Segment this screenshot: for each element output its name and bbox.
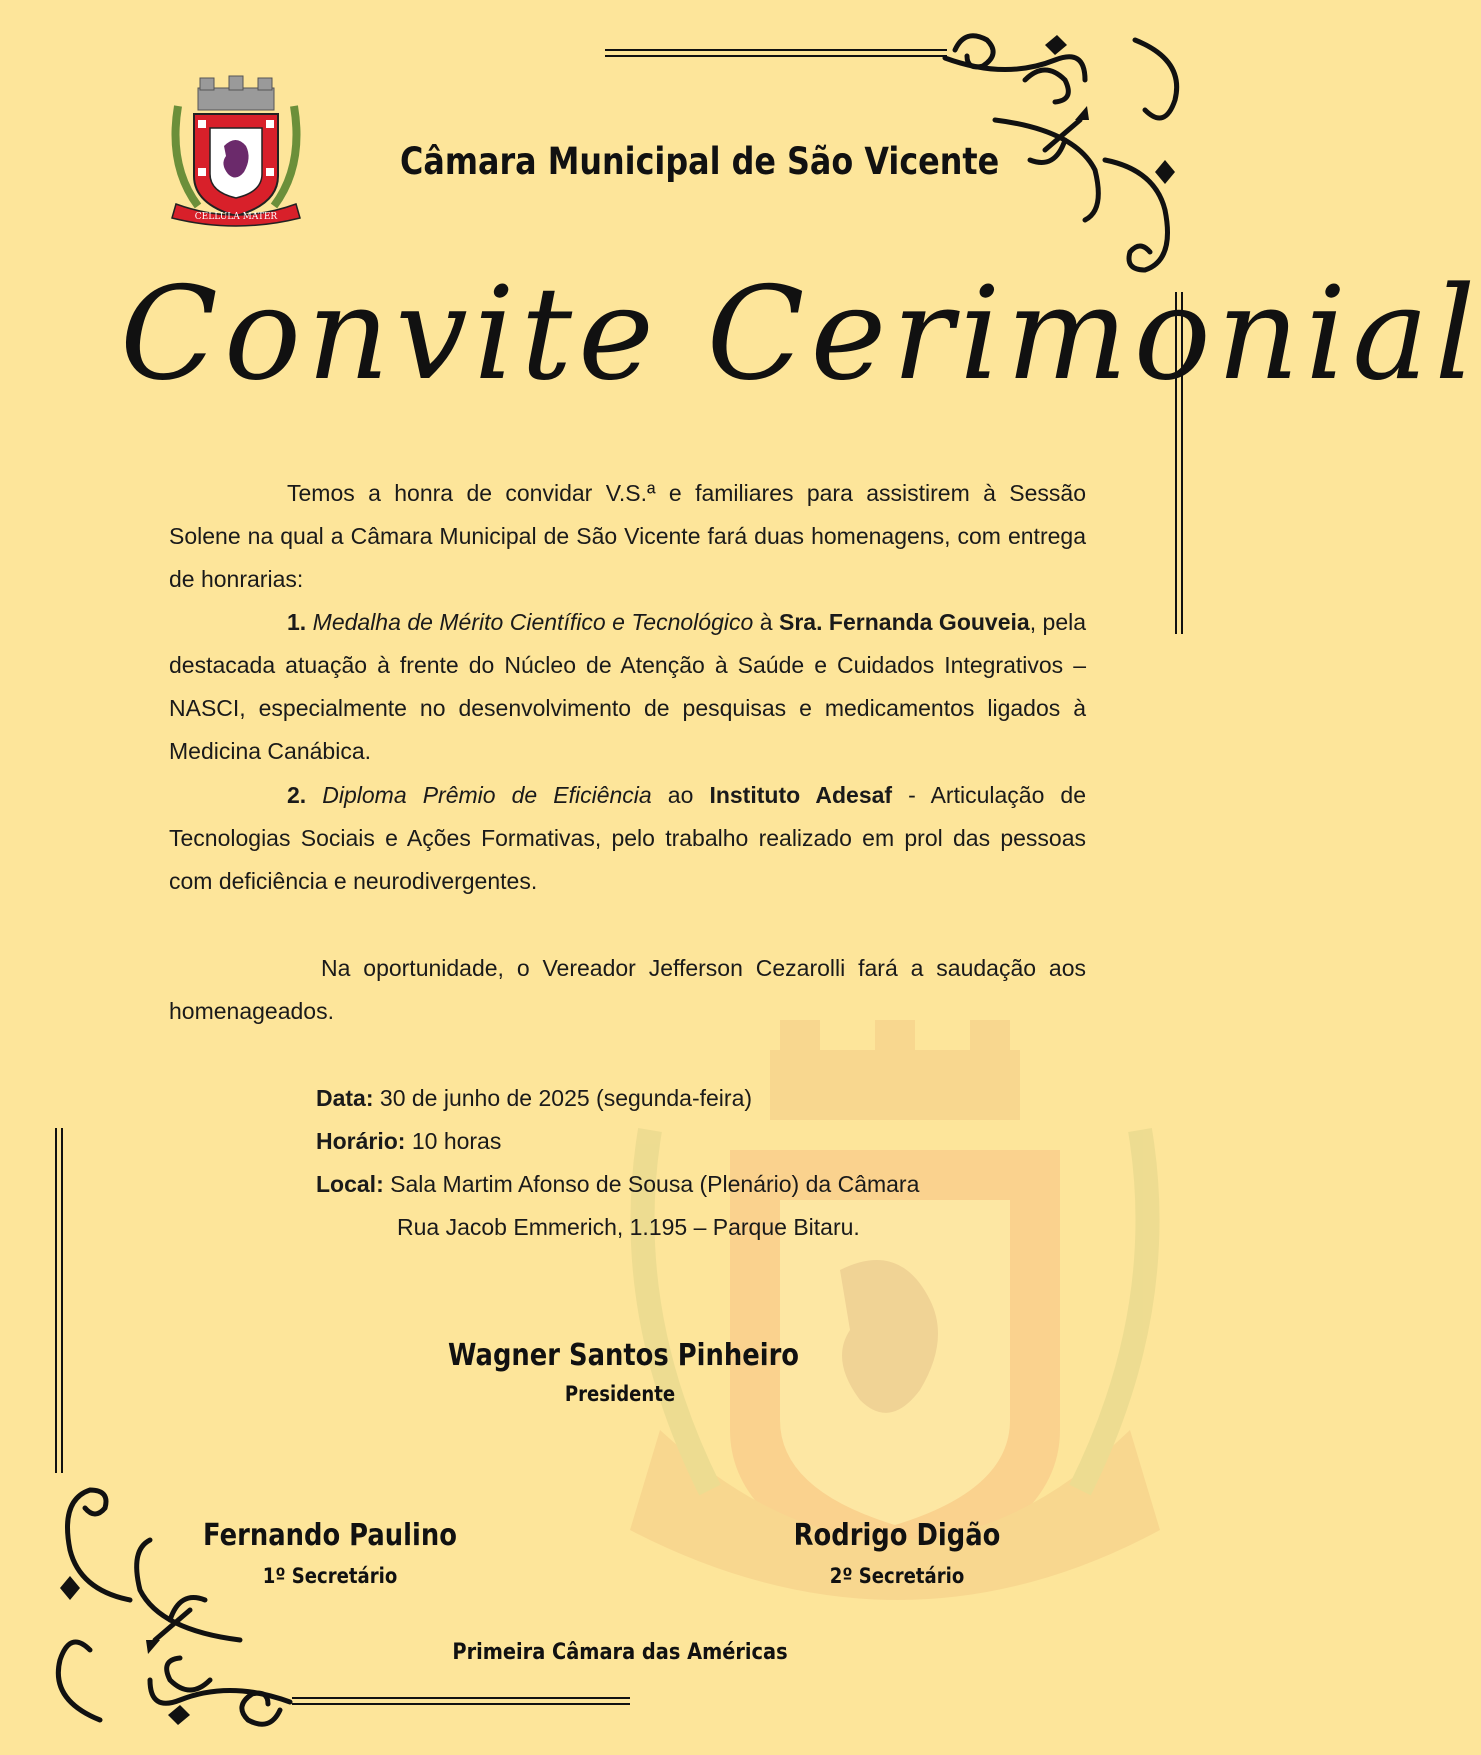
footer-motto: Primeira Câmara das Américas — [452, 1640, 788, 1665]
first-secretary-name: Fernando Paulino — [203, 1518, 457, 1553]
greeting-text: Na oportunidade, o Vereador Jefferson Cezarolli fará a saudação aos homenageados. — [169, 955, 1086, 1024]
honor-number: 2. — [287, 782, 307, 808]
institution-title: Câmara Municipal de São Vicente — [400, 140, 1000, 183]
date-label: Data: — [316, 1085, 374, 1111]
honor-connector: à — [753, 609, 779, 635]
frame-bottom-line — [292, 1697, 630, 1699]
honor-connector: ao — [651, 782, 710, 808]
event-time — [316, 1120, 1016, 1163]
intro-paragraph: Temos a honra de convidar V.S.ª e familiares para assistirem à Sessão Solene na qual a Câmara Municipal de São Vicente fará duas homenagens, com entrega de honrarias: — [169, 480, 1086, 592]
event-date — [316, 1077, 1016, 1120]
place-label: Local: — [316, 1171, 384, 1197]
date-value: 30 de junho de 2025 (segunda-feira) — [373, 1085, 753, 1111]
greeting-paragraph — [169, 947, 1086, 1033]
frame-left-line-inner — [61, 1128, 63, 1473]
honor-item-1 — [169, 601, 1086, 773]
honor-description: - Articulação de Tecnologias Sociais e Ações Formativas, pelo trabalho realizado em prol das pessoas com deficiência e neurodivergentes. — [169, 782, 1087, 894]
frame-left-line — [55, 1128, 57, 1473]
honor-award: Medalha de Mérito Científico e Tecnológico — [312, 609, 754, 635]
honor-item-2 — [169, 774, 1086, 903]
time-value: 10 horas — [405, 1128, 502, 1154]
first-secretary-role: 1º Secretário — [262, 1564, 398, 1588]
frame-top-line-inner — [605, 55, 947, 57]
frame-top-line — [605, 49, 947, 51]
second-secretary-name: Rodrigo Digão — [793, 1518, 1001, 1553]
place-value: Sala Martim Afonso de Sousa (Plenário) da Câmara — [383, 1171, 920, 1197]
honor-recipient: Instituto Adesaf — [709, 782, 893, 808]
honor-number: 1. — [287, 609, 307, 635]
frame-bottom-line-inner — [292, 1703, 630, 1705]
honor-award: Diploma Prêmio de Eficiência — [322, 782, 652, 808]
honor-description: , pela destacada atuação à frente do Núcleo de Atenção à Saúde e Cuidados Integrativos – NASCI, especialmente no desenvolvimento de pesquisas e medicamentos ligados à Medicina Canábica. — [169, 609, 1087, 764]
svg-text:CELLULA MATER: CELLULA MATER — [194, 212, 278, 222]
president-name: Wagner Santos Pinheiro — [448, 1338, 800, 1373]
event-address: Rua Jacob Emmerich, 1.195 – Parque Bitaru. — [397, 1214, 860, 1240]
second-secretary-role: 2º Secretário — [829, 1564, 965, 1588]
invitation-headline: Convite Cerimonial — [120, 260, 1481, 409]
time-label: Horário: — [316, 1128, 406, 1154]
honor-recipient: Sra. Fernanda Gouveia — [779, 609, 1030, 635]
corner-flourish-icon — [20, 1460, 300, 1740]
invitation-intro — [169, 472, 1086, 601]
coat-of-arms-logo — [168, 76, 304, 226]
event-details — [316, 1077, 1016, 1249]
event-place — [316, 1163, 1016, 1206]
president-role: Presidente — [564, 1382, 676, 1406]
